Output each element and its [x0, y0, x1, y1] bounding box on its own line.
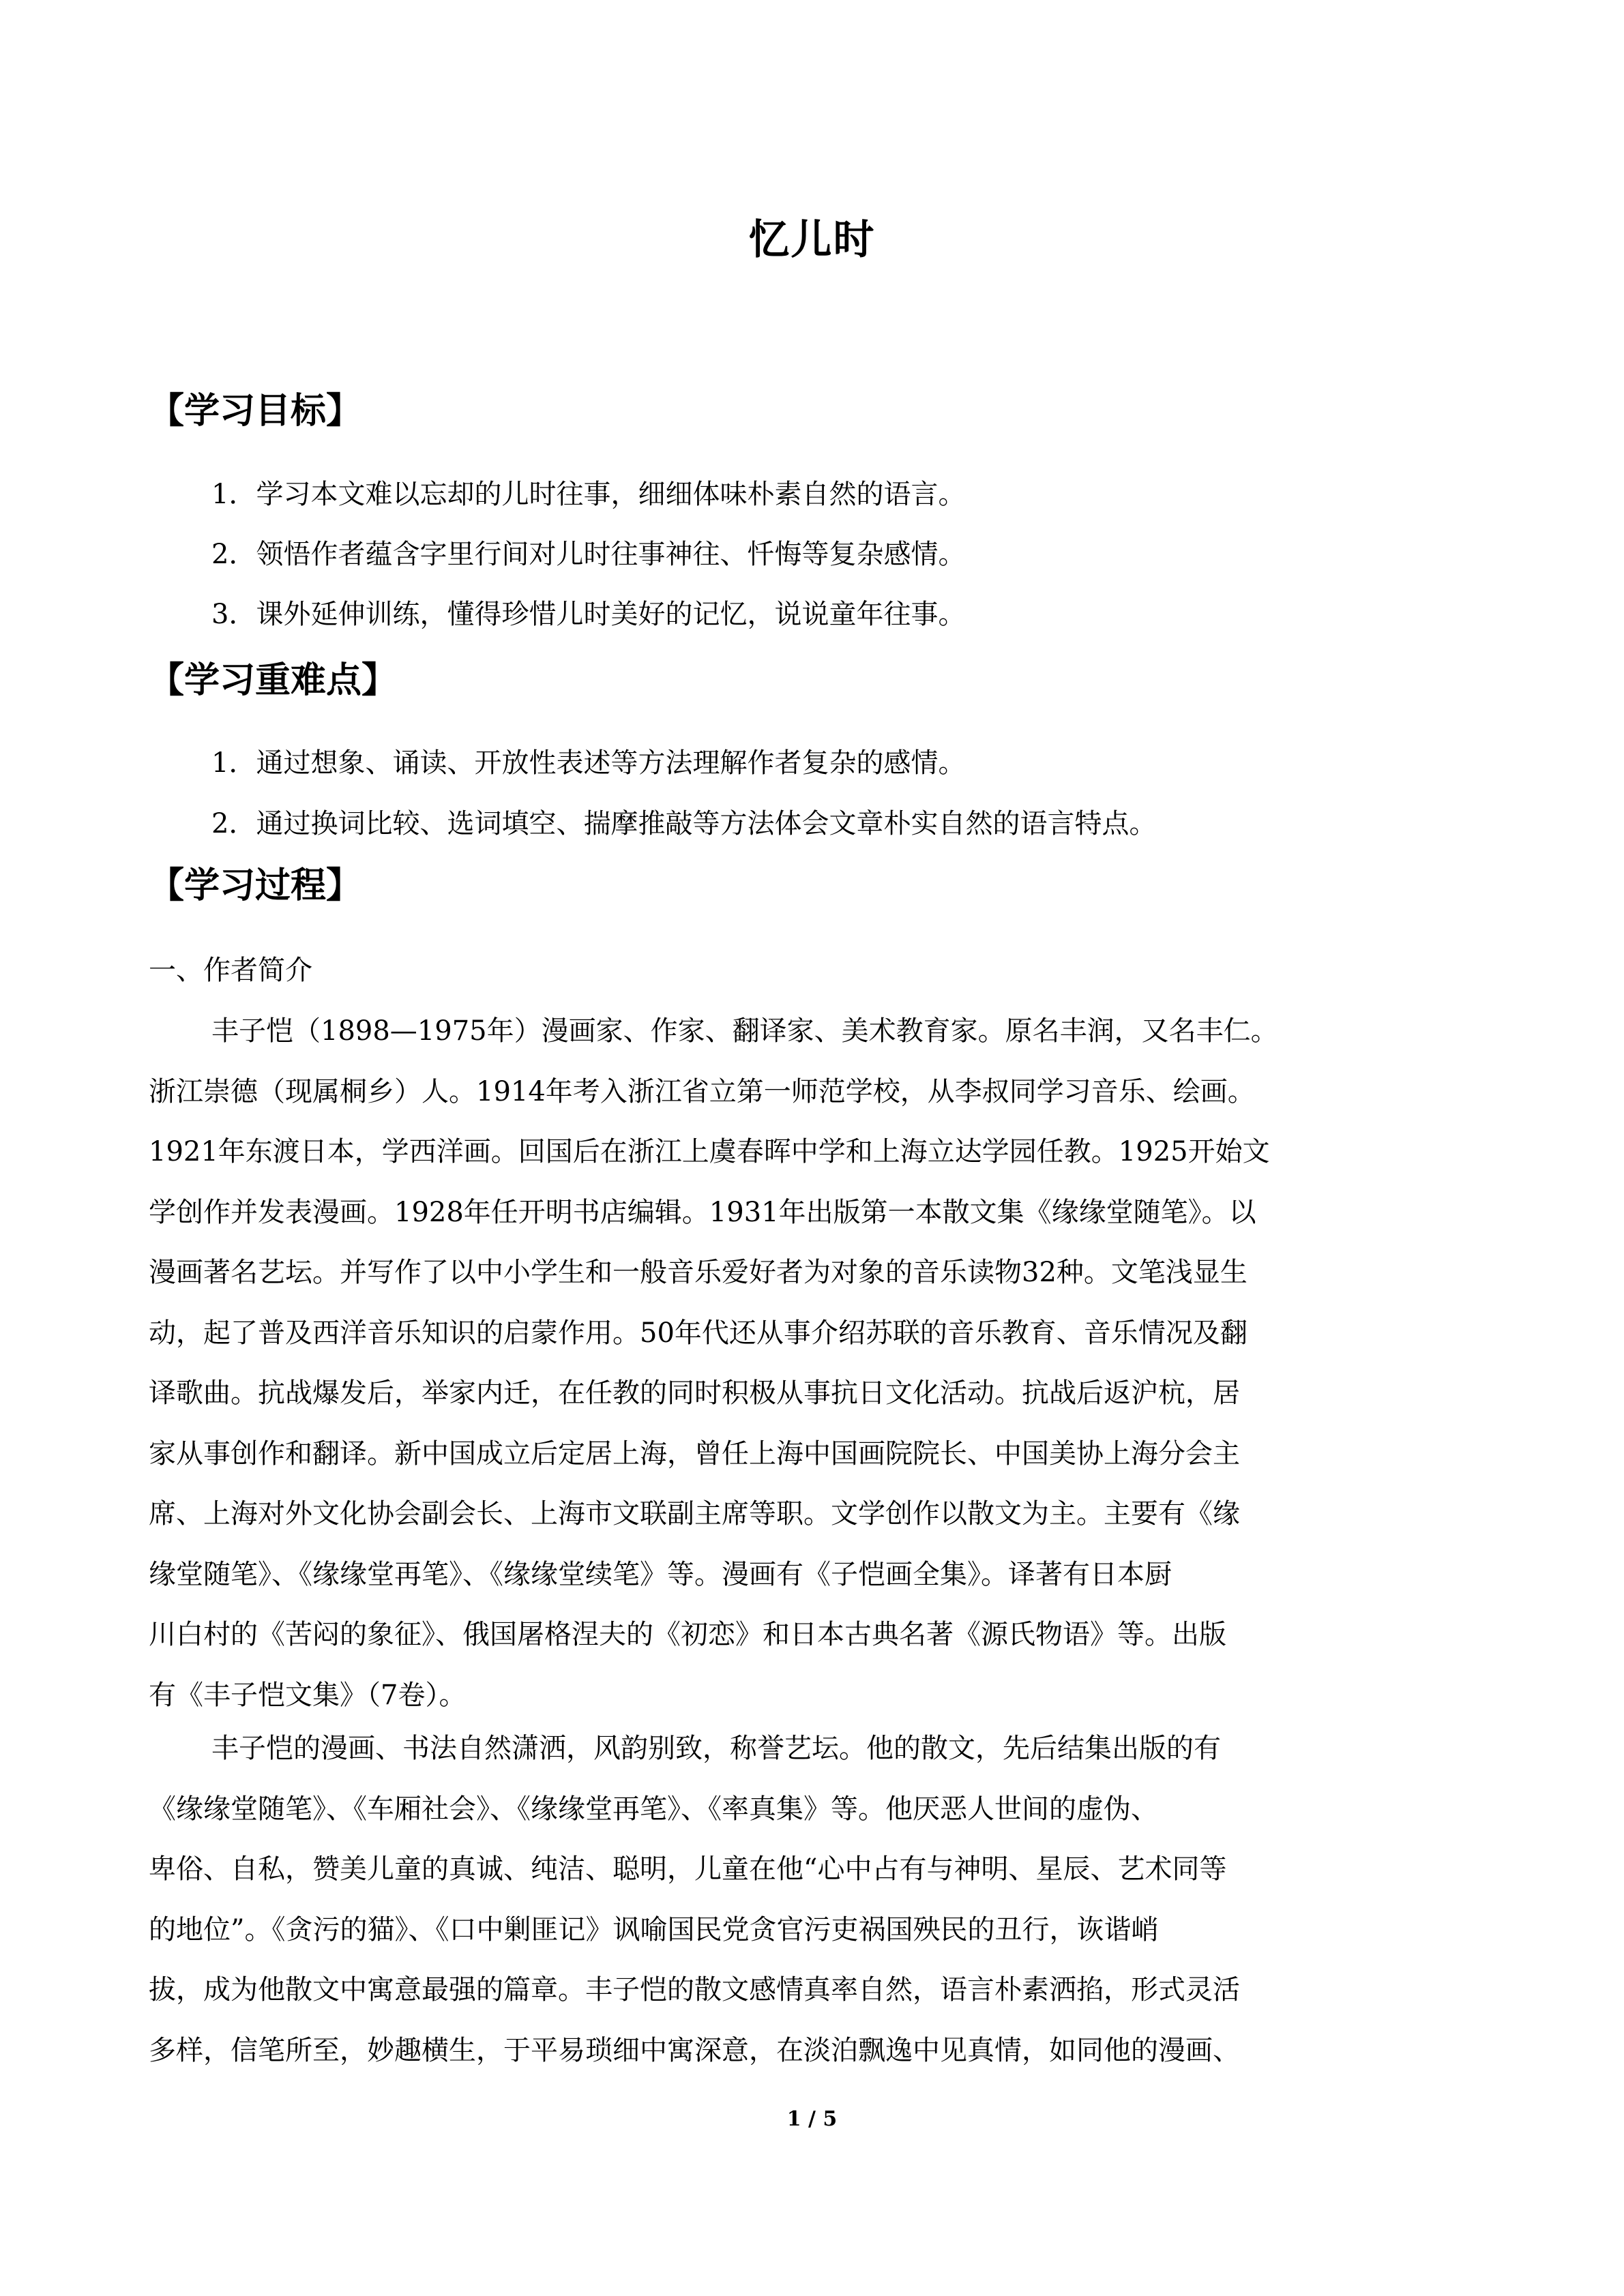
paragraph-1-line: 浙江崇德（现属桐乡）人。1914年考入浙江省立第一师范学校，从李叔同学习音乐、绘画。 — [149, 1076, 1255, 1107]
page-number: 1 / 5 — [786, 2107, 838, 2131]
goal-item-1: 1．学习本文难以忘却的儿时往事，细细体味朴素自然的语言。 — [211, 479, 966, 510]
goal-item-3: 3．课外延伸训练，懂得珍惜儿时美好的记忆，说说童年往事。 — [211, 599, 966, 630]
section-heading-learning-goals: 【学习目标】 — [149, 391, 362, 432]
paragraph-2-line: 拔，成为他散文中寓意最强的篇章。丰子恺的散文感情真率自然，语言朴素洒掐，形式灵活 — [149, 1974, 1240, 2006]
paragraph-2-line: 《缘缘堂随笔》、《车厢社会》、《缘缘堂再笔》、《率真集》等。他厌恶人世间的虚伪、 — [149, 1793, 1158, 1825]
paragraph-1-line: 动，起了普及西洋音乐知识的启蒙作用。50年代还从事介绍苏联的音乐教育、音乐情况及翻 — [149, 1317, 1247, 1349]
paragraph-1-line: 家从事创作和翻译。新中国成立后定居上海，曾任上海中国画院院长、中国美协上海分会主 — [149, 1438, 1240, 1470]
page-title: 忆儿时 — [748, 216, 876, 264]
section-heading-learning-process: 【学习过程】 — [149, 865, 362, 906]
paragraph-2-line: 丰子恺的漫画、书法自然潇洒，风韵别致，称誉艺坛。他的散文，先后结集出版的有 — [211, 1733, 1221, 1764]
key-point-item-2: 2．通过换词比较、选词填空、揣摩推敲等方法体会文章朴实自然的语言特点。 — [211, 808, 1157, 839]
paragraph-2-line: 的地位”。《贪污的猫》、《口中剿匪记》讽喻国民党贪官污吏祸国殃民的丑行，诙谐峭 — [149, 1914, 1159, 1945]
paragraph-1-line: 漫画著名艺坛。并写作了以中小学生和一般音乐爱好者为对象的音乐读物32种。文笔浅显生 — [149, 1257, 1247, 1288]
key-point-item-1: 1．通过想象、诵读、开放性表述等方法理解作者复杂的感情。 — [211, 747, 966, 779]
paragraph-1-line: 缘堂随笔》、《缘缘堂再笔》、《缘缘堂续笔》等。漫画有《子恺画全集》。译著有日本厨 — [149, 1559, 1172, 1590]
paragraph-1-line: 川白村的《苦闷的象征》、俄国屠格涅夫的《初恋》和日本古典名著《源氏物语》等。出版 — [149, 1619, 1226, 1650]
paragraph-2-line: 多样，信笔所至，妙趣横生，于平易琐细中寓深意，在淡泊飘逸中见真情，如同他的漫画、 — [149, 2035, 1240, 2066]
paragraph-1-line: 译歌曲。抗战爆发后，举家内迁，在任教的同时积极从事抗日文化活动。抗战后返沪杭，居 — [149, 1377, 1240, 1409]
paragraph-1-line: 学创作并发表漫画。1928年任开明书店编辑。1931年出版第一本散文集《缘缘堂随笔》。以 — [149, 1197, 1256, 1228]
paragraph-1-line: 有《丰子恺文集》（7卷）。 — [149, 1680, 467, 1711]
subheading-author-intro: 一、作者简介 — [149, 955, 312, 986]
paragraph-1-line: 丰子恺（1898—1975年）漫画家、作家、翻译家、美术教育家。原名丰润，又名丰仁。 — [211, 1015, 1278, 1047]
paragraph-1-line: 1921年东渡日本，学西洋画。回国后在浙江上虞春晖中学和上海立达学园任教。1925开始文 — [149, 1136, 1270, 1167]
paragraph-1-line: 席、上海对外文化协会副会长、上海市文联副主席等职。文学创作以散文为主。主要有《缘 — [149, 1498, 1240, 1530]
paragraph-2-line: 卑俗、自私，赞美儿童的真诚、纯洁、聪明，儿童在他“心中占有与神明、星辰、艺术同等 — [149, 1853, 1227, 1885]
section-heading-key-points: 【学习重难点】 — [149, 660, 398, 701]
goal-item-2: 2．领悟作者蕴含字里行间对儿时往事神往、忏悔等复杂感情。 — [211, 539, 966, 570]
